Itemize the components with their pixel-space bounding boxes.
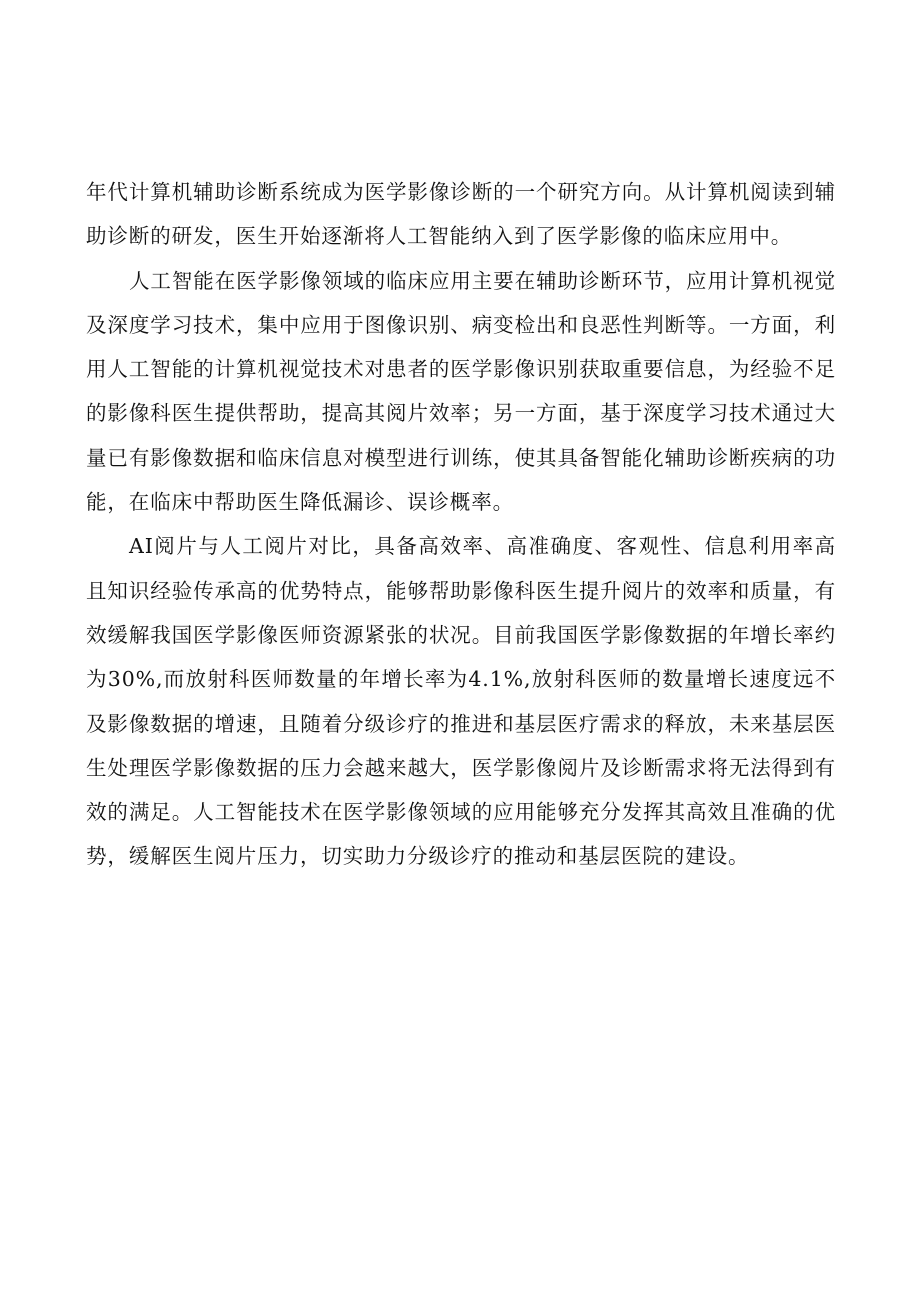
paragraph-ai-clinical-application: 人工智能在医学影像领域的临床应用主要在辅助诊断环节，应用计算机视觉及深度学习技术，集中应用于图像识别、病变检出和良恶性判断等。一方面，利用人工智能的计算机视觉技术对患者的医学影像识别获取重要信息，为经验不足的影像科医生提供帮助，提高其阅片效率；另一方面，基于深度学习技术通过大量已有影像数据和临床信息对模型进行训练，使其具备智能化辅助诊断疾病的功能，在临床中帮助医生降低漏诊、误诊概率。 <box>86 268 836 515</box>
paragraph-continuation: 年代计算机辅助诊断系统成为医学影像诊断的一个研究方向。从计算机阅读到辅助诊断的研发，医生开始逐渐将人工智能纳入到了医学影像的临床应用中。 <box>86 180 836 249</box>
paragraph-ai-vs-manual-reading: AI阅片与人工阅片对比，具备高效率、高准确度、客观性、信息利用率高且知识经验传承高的优势特点，能够帮助影像科医生提升阅片的效率和质量，有效缓解我国医学影像医师资源紧张的状况。目前我国医学影像数据的年增长率约为30%,而放射科医师数量的年增长率为4.1%,放射科医师的数量增长速度远不及影像数据的增速，且随着分级诊疗的推进和基层医疗需求的释放，未来基层医生处理医学影像数据的压力会越来越大，医学影像阅片及诊断需求将无法得到有效的满足。人工智能技术在医学影像领域的应用能够充分发挥其高效且准确的优势，缓解医生阅片压力，切实助力分级诊疗的推动和基层医院的建设。 <box>86 534 836 869</box>
document-body <box>86 170 836 879</box>
